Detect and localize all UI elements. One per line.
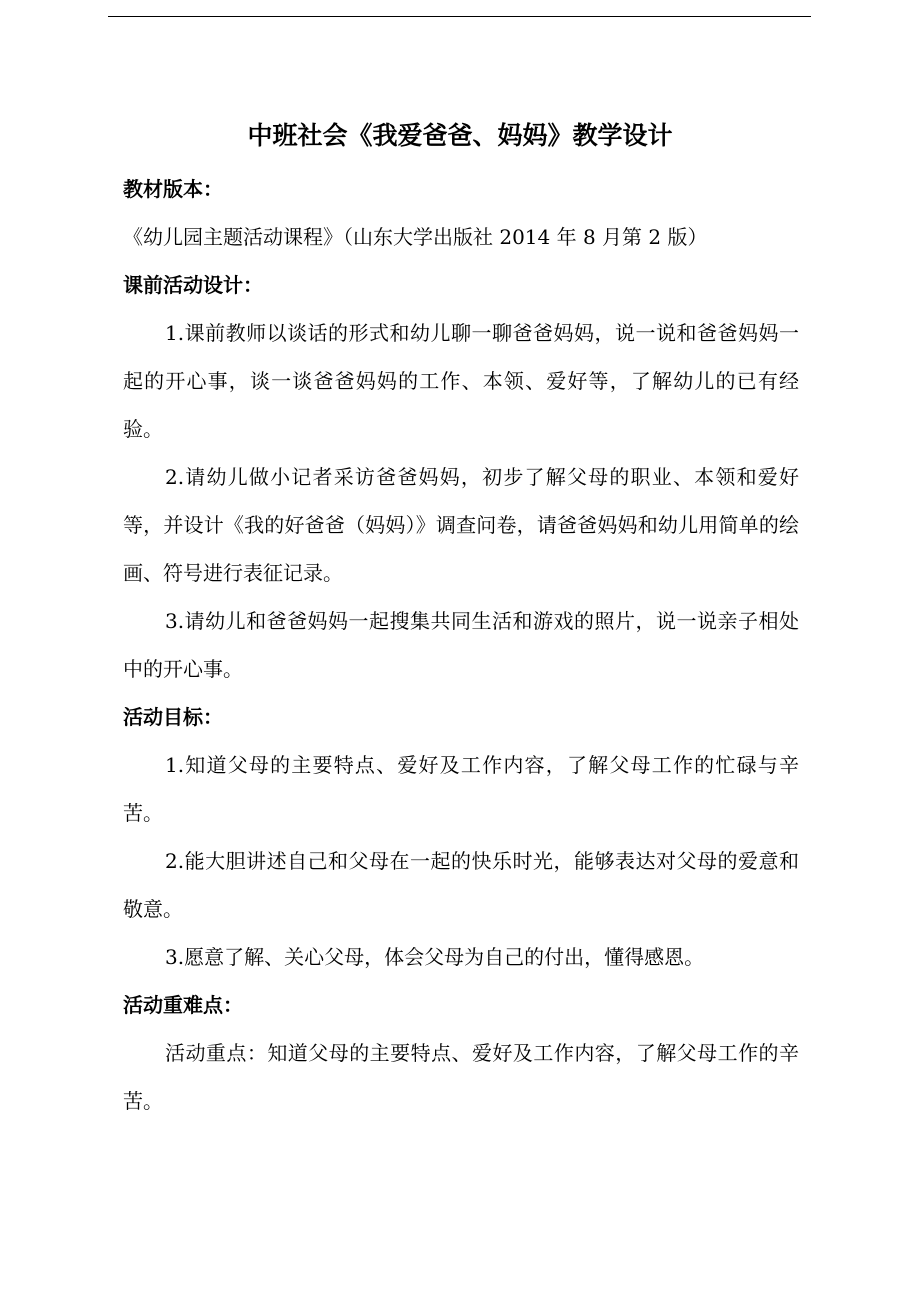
section-heading-goals: 活动目标：	[123, 705, 223, 729]
goal-item: 2.能大胆讲述自己和父母在一起的快乐时光，能够表达对父母的爱意和敬意。	[123, 849, 799, 921]
pre-class-item: 2.请幼儿做小记者采访爸爸妈妈，初步了解父母的职业、本领和爱好等，并设计《我的好爸爸（妈妈）》调查问卷，请爸爸妈妈和幼儿用简单的绘画、符号进行表征记录。	[123, 465, 799, 585]
header-rule	[108, 16, 811, 17]
key-points-text: 活动重点：知道父母的主要特点、爱好及工作内容，了解父母工作的辛苦。	[123, 1041, 799, 1113]
edition-text: 《幼儿园主题活动课程》（山东大学出版社 2014 年 8 月第 2 版）	[123, 225, 708, 249]
pre-class-item: 1.课前教师以谈话的形式和幼儿聊一聊爸爸妈妈，说一说和爸爸妈妈一起的开心事，谈一谈爸爸妈妈的工作、本领、爱好等，了解幼儿的已有经验。	[123, 321, 799, 441]
section-heading-pre-class: 课前活动设计：	[123, 273, 263, 297]
document-body	[123, 165, 799, 1125]
pre-class-item: 3.请幼儿和爸爸妈妈一起搜集共同生活和游戏的照片，说一说亲子相处中的开心事。	[123, 609, 799, 681]
goal-item: 1.知道父母的主要特点、爱好及工作内容，了解父母工作的忙碌与辛苦。	[123, 753, 799, 825]
goal-item: 3.愿意了解、关心父母，体会父母为自己的付出，懂得感恩。	[165, 945, 705, 969]
section-heading-key-points: 活动重难点：	[123, 993, 243, 1017]
section-heading-edition: 教材版本：	[123, 177, 223, 201]
document-title: 中班社会《我爱爸爸、妈妈》教学设计	[247, 121, 673, 150]
